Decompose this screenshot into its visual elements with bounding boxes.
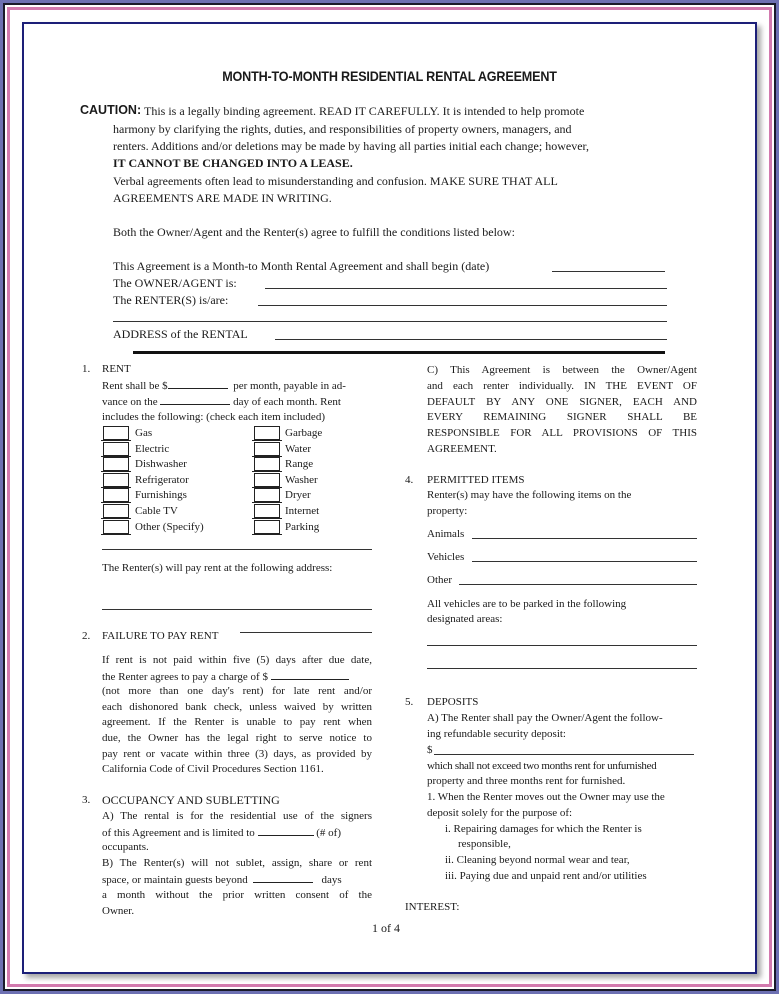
checkbox-right-1[interactable] — [254, 442, 280, 456]
text-line: California Code of Civil Procedures Section 1161. — [102, 763, 324, 775]
caution-line: harmony by clarifying the rights, duties, and responsibilities of property owners, managers, and — [113, 122, 572, 136]
text: (# of) — [316, 827, 342, 839]
text-line: designated areas: — [427, 613, 503, 625]
text: vance on the — [102, 396, 158, 408]
deposit-amount-field[interactable] — [434, 754, 694, 755]
text-line: B) The Renter(s) will not sublet, assign, share or rent — [102, 857, 372, 869]
utility-label: Other (Specify) — [135, 520, 204, 533]
animals-label: Animals — [427, 528, 465, 540]
text-line: pay rent or vacate within three (3) days, as provided by — [102, 748, 372, 760]
section-number: 4. — [405, 474, 414, 486]
both-parties-text: Both the Owner/Agent and the Renter(s) agree to fulfill the conditions listed below: — [113, 225, 515, 239]
utility-label: Garbage — [285, 427, 323, 439]
section-heading-permitted: PERMITTED ITEMS — [427, 474, 525, 486]
owner-label: The OWNER/AGENT is: — [113, 276, 237, 290]
interest-heading: INTEREST: — [405, 901, 460, 913]
utility-label: Range — [285, 458, 314, 471]
section-divider — [133, 351, 665, 354]
utility-label: Internet — [285, 505, 320, 517]
checkbox-right-5[interactable] — [254, 504, 280, 518]
rent-day-line — [102, 393, 341, 410]
parking-area-field[interactable] — [427, 645, 697, 646]
checkbox-left-0[interactable] — [103, 426, 129, 440]
vehicles-field[interactable] — [472, 561, 697, 562]
text-line: a month without the prior written consent of the — [102, 889, 372, 901]
begin-date-label: This Agreement is a Month-to Month Rental Agreement and shall begin (date) — [113, 259, 490, 273]
text-line: AGREEMENT. — [427, 443, 497, 455]
utility-label: Gas — [135, 427, 153, 439]
guests-line — [102, 871, 342, 888]
text-line: A) The Renter shall pay the Owner/Agent the follow- — [427, 712, 663, 724]
checkbox-underline — [252, 534, 282, 535]
vehicles-label: Vehicles — [427, 551, 465, 563]
text-line: (not more than one day's rent) for late rent and/or — [102, 685, 372, 697]
text-line: 1. When the Renter moves out the Owner may use the — [427, 791, 665, 803]
text-line: due, the Owner has the legal right to serve notice to — [102, 732, 372, 744]
utility-label: Washer — [285, 473, 318, 486]
checkbox-left-6[interactable] — [103, 520, 129, 534]
text-line: i. Repairing damages for which the Renter is — [445, 823, 642, 835]
section-number: 5. — [405, 696, 414, 708]
address-label: ADDRESS of the RENTAL — [113, 327, 248, 341]
caution-line: AGREEMENTS ARE MADE IN WRITING. — [113, 191, 332, 205]
section-number: 3. — [82, 794, 91, 806]
page-number: 1 of 4 — [372, 921, 400, 935]
text-line: deposit solely for the purpose of: — [427, 807, 573, 819]
renter-label: The RENTER(S) is/are: — [113, 293, 229, 307]
caution-line: This is a legally binding agreement. READ IT CAREFULLY. It is intended to help promote — [144, 104, 585, 118]
checkbox-left-1[interactable] — [103, 442, 129, 456]
utility-label: Parking — [285, 520, 320, 533]
text-line: ing refundable security deposit: — [427, 728, 566, 740]
text: of this Agreement and is limited to — [102, 827, 255, 839]
utility-label: Refrigerator — [135, 473, 189, 486]
text: day of each month. Rent — [233, 396, 341, 408]
checkbox-left-5[interactable] — [103, 504, 129, 518]
rent-amount-field[interactable] — [168, 377, 228, 389]
utility-label: Furnishings — [135, 489, 187, 502]
text: days — [321, 874, 342, 886]
utility-label: Dryer — [285, 489, 311, 502]
utility-label: Cable TV — [135, 505, 178, 517]
text-line: Owner. — [102, 905, 135, 917]
text-line: RESPONSIBLE FOR ALL PROVISIONS OF THIS — [427, 427, 697, 439]
caution-line: renters. Additions and/or deletions may be made by having all parties initial each change; however, — [113, 139, 590, 153]
animals-field[interactable] — [472, 538, 697, 539]
dollar-sign: $ — [427, 744, 433, 756]
checkbox-right-4[interactable] — [254, 488, 280, 502]
renter-field-extra[interactable] — [113, 321, 667, 322]
checkbox-right-3[interactable] — [254, 473, 280, 487]
utility-label: Dishwasher — [135, 458, 187, 471]
text-line: ii. Cleaning beyond normal wear and tear, — [445, 854, 630, 866]
section-number: 1. — [82, 363, 91, 375]
owner-field[interactable] — [265, 288, 667, 289]
text-line: Renter(s) may have the following items on the — [427, 489, 632, 501]
document-title: MONTH-TO-MONTH RESIDENTIAL RENTAL AGREEMENT — [222, 68, 557, 84]
text-line: and each renter individually. IN THE EVENT OF — [427, 380, 697, 392]
text-line: EVERY REMAINING SIGNER SHALL BE — [427, 411, 697, 423]
other-field[interactable] — [459, 584, 697, 585]
text-line: A) The rental is for the residential use of the signers — [102, 810, 372, 822]
guest-days-field[interactable] — [253, 871, 313, 883]
rent-line[interactable] — [102, 549, 372, 550]
caution-line: Verbal agreements often lead to misunderstanding and confusion. MAKE SURE THAT ALL — [113, 174, 558, 188]
parking-area-field[interactable] — [427, 668, 697, 669]
text-line: occupants. — [102, 841, 149, 853]
pay-address-field[interactable] — [102, 609, 372, 610]
section-heading-occupancy: OCCUPANCY AND SUBLETTING — [102, 793, 280, 807]
late-charge-field[interactable] — [271, 668, 349, 680]
occupants-field[interactable] — [258, 824, 314, 836]
checkbox-underline — [101, 534, 131, 535]
rule — [240, 632, 372, 633]
begin-date-field[interactable] — [552, 271, 665, 272]
text-line: property: — [427, 505, 468, 517]
section-heading-rent: RENT — [102, 363, 131, 375]
text-line: All vehicles are to be parked in the following — [427, 598, 627, 610]
rent-amount-line — [102, 377, 346, 394]
text: the Renter agrees to pay a charge of $ — [102, 671, 268, 683]
address-field[interactable] — [275, 339, 667, 340]
text-line: iii. Paying due and unpaid rent and/or utilities — [445, 870, 647, 882]
text-line: each dishonored bank check, unless waived by written — [102, 701, 372, 713]
pay-address-text: The Renter(s) will pay rent at the following address: — [102, 562, 333, 574]
utility-label: Electric — [135, 442, 170, 455]
text-line: which shall not exceed two months rent for unfurnished — [427, 760, 657, 772]
section-number: 2. — [82, 630, 91, 642]
checkbox-left-3[interactable] — [103, 473, 129, 487]
text-line: C) This Agreement is between the Owner/Agent — [427, 364, 697, 376]
checkbox-right-2[interactable] — [254, 457, 280, 471]
text-line: responsible, — [458, 838, 511, 850]
text-line: If rent is not paid within five (5) days after due date, — [102, 654, 372, 666]
caution-line-bold: IT CANNOT BE CHANGED INTO A LEASE. — [113, 156, 353, 170]
section-heading-failure: FAILURE TO PAY RENT — [102, 630, 219, 642]
checkbox-left-4[interactable] — [103, 488, 129, 502]
text: per month, payable in ad- — [233, 380, 346, 392]
checkbox-left-2[interactable] — [103, 457, 129, 471]
rent-day-field[interactable] — [160, 393, 230, 405]
caution-label: CAUTION: — [80, 103, 142, 117]
text-line: DEFAULT BY ANY ONE SIGNER, EACH AND — [427, 396, 697, 408]
renter-field[interactable] — [258, 305, 667, 306]
checkbox-right-6[interactable] — [254, 520, 280, 534]
other-label: Other — [427, 574, 453, 586]
includes-text: includes the following: (check each item included) — [102, 411, 325, 423]
text: space, or maintain guests beyond — [102, 874, 248, 886]
checkbox-right-0[interactable] — [254, 426, 280, 440]
text: Rent shall be $ — [102, 380, 168, 392]
utility-label: Water — [285, 442, 311, 455]
text-line: agreement. If the Renter is unable to pay rent when — [102, 716, 372, 728]
section-heading-deposits: DEPOSITS — [427, 696, 479, 708]
text-line: property and three months rent for furnished. — [427, 775, 626, 787]
